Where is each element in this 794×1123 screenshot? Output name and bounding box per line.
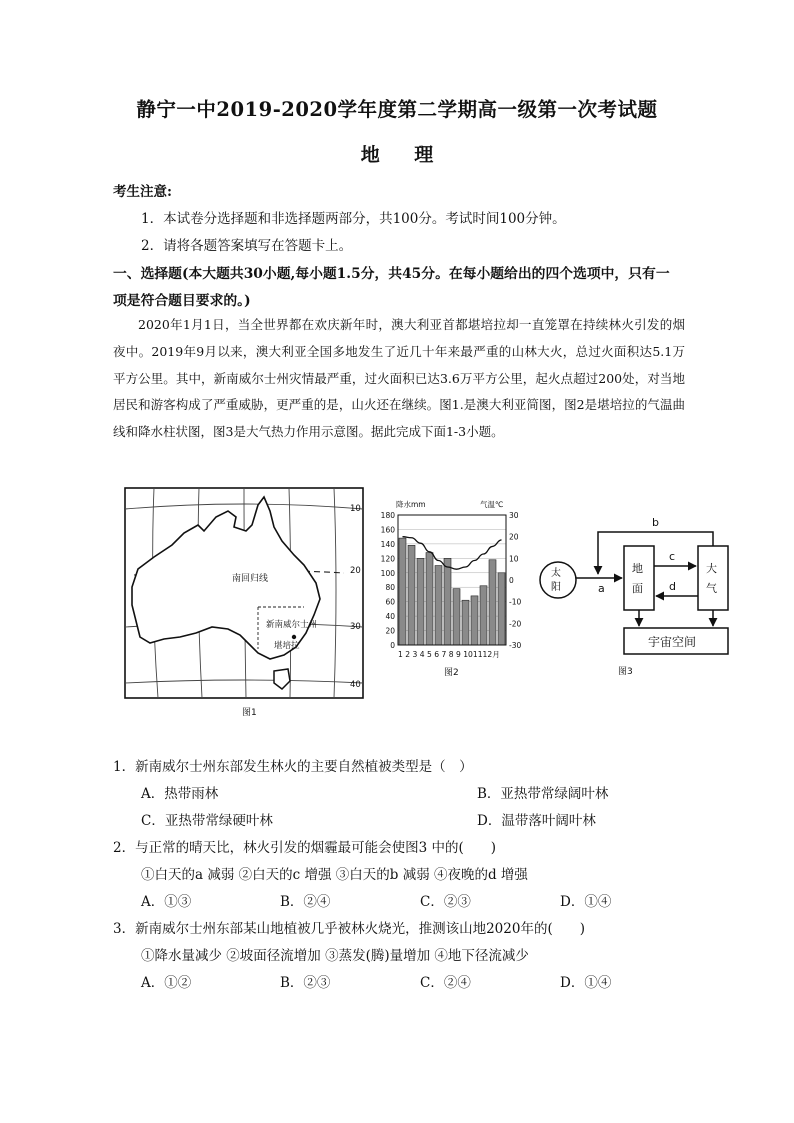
right-tick-label: 30 bbox=[509, 511, 519, 520]
sun-label-2: 阳 bbox=[551, 582, 561, 593]
section-heading-line2: 项是符合题目要求的。) bbox=[113, 293, 251, 309]
x-tick-labels: 1 2 3 4 5 6 7 8 9 101112月 bbox=[398, 650, 500, 659]
q1-option-b: B．亚热带常绿阔叶林 bbox=[477, 786, 609, 802]
figure-2-climate-chart bbox=[368, 497, 526, 679]
notice-item-1: 1．本试卷分选择题和非选择题两部分，共100分。考试时间100分钟。 bbox=[141, 211, 566, 227]
subject-title: 地 理 bbox=[360, 144, 434, 166]
precip-bar-11 bbox=[489, 560, 496, 645]
fig2-caption: 图2 bbox=[444, 668, 459, 678]
right-tick-label: 10 bbox=[509, 554, 519, 564]
precip-bar-10 bbox=[480, 586, 487, 645]
right-axis-title: 气温℃ bbox=[480, 500, 504, 509]
figure-3-heat-diagram bbox=[538, 510, 763, 680]
right-tick-labels bbox=[509, 511, 521, 650]
ground-label-1: 地 bbox=[632, 562, 643, 575]
notice-item-2: 2．请将各题答案填写在答题卡上。 bbox=[141, 238, 353, 254]
precip-bar-7 bbox=[453, 589, 460, 645]
ground-label-2: 面 bbox=[632, 582, 643, 595]
right-tick-label: 20 bbox=[509, 532, 519, 542]
right-tick-label: 0 bbox=[509, 576, 514, 585]
q2-statements: ①白天的a 减弱 ②白天的c 增强 ③白天的b 减弱 ④夜晚的d 增强 bbox=[141, 867, 528, 883]
left-tick-label: 60 bbox=[385, 597, 395, 607]
q3-option-d: D．①④ bbox=[560, 975, 612, 991]
precip-bar-2 bbox=[408, 545, 415, 645]
atmosphere-label-1: 大 bbox=[706, 562, 717, 575]
lat-label-20: 20 bbox=[350, 566, 361, 576]
label-b: b bbox=[652, 516, 659, 529]
fig3-caption: 图3 bbox=[618, 667, 633, 677]
q1-option-c: C．亚热带常绿硬叶林 bbox=[141, 813, 273, 829]
left-tick-label: 40 bbox=[385, 612, 395, 622]
q2-option-d: D．①④ bbox=[560, 894, 612, 910]
q3-option-c: C．②④ bbox=[420, 975, 471, 991]
left-tick-labels bbox=[381, 511, 396, 650]
right-tick-label: -10 bbox=[509, 597, 522, 607]
precip-bar-9 bbox=[471, 596, 478, 645]
precip-bar-6 bbox=[444, 558, 451, 645]
fig1-caption: 图1 bbox=[242, 708, 257, 718]
atmosphere-box bbox=[698, 546, 728, 610]
precip-bar-1 bbox=[399, 538, 406, 645]
left-axis-title: 降水mm bbox=[396, 500, 426, 509]
left-tick-label: 180 bbox=[380, 511, 395, 520]
ground-box bbox=[624, 546, 654, 610]
right-tick-label: -20 bbox=[509, 619, 522, 629]
left-tick-label: 20 bbox=[385, 626, 395, 636]
q1-option-d: D．温带落叶阔叶林 bbox=[477, 813, 596, 829]
right-tick-label: -30 bbox=[509, 641, 522, 650]
arrow-b bbox=[598, 532, 713, 574]
sun-label-1: 太 bbox=[551, 568, 561, 579]
question-3-stem: 3．新南威尔士州东部某山地植被几乎被林火烧光，推测该山地2020年的( ) bbox=[113, 921, 585, 937]
q3-statements: ①降水量减少 ②坡面径流增加 ③蒸发(腾)量增加 ④地下径流减少 bbox=[141, 948, 529, 964]
tropic-label: 南回归线 bbox=[232, 574, 269, 584]
section-heading-line1: 一、选择题(本大题共30小题,每小题1.5分，共45分。在每小题给出的四个选项中，只有一 bbox=[113, 266, 670, 282]
lat-label-40: 40 bbox=[350, 680, 361, 690]
lat-label-30: 30 bbox=[350, 622, 361, 632]
precip-bar-12 bbox=[498, 573, 505, 645]
q3-option-b: B．②③ bbox=[280, 975, 331, 991]
atmosphere-label-2: 气 bbox=[706, 582, 717, 595]
q2-option-a: A．①③ bbox=[141, 894, 192, 910]
label-a: a bbox=[598, 582, 605, 595]
q1-option-a: A．热带雨林 bbox=[141, 786, 219, 802]
passage-text: 2020年1月1日，当全世界都在欢庆新年时，澳大利亚首都堪培拉却一直笼罩在持续林火引发的烟夜中。2019年9月以来，澳大利亚全国多地发生了近几十年来最严重的山林大火，总过火面积达5.1万平方公里。其中，新南威尔士州灾情最严重，过火面积已达3.6万平方公里，起火点超过200处，对当地居民和游客构成了严重威胁，更严重的是，山火还在继续。图1.是澳大利亚简图，图2是堪培拉的气温曲线和降水柱状图，图3是大气热力作用示意图。据此完成下面1-3小题。 bbox=[113, 317, 685, 440]
lat-label-10: 10 bbox=[350, 504, 361, 514]
canberra-dot bbox=[292, 635, 296, 639]
precip-bar-3 bbox=[417, 558, 424, 645]
figure-1-australia-map bbox=[124, 487, 364, 719]
question-2-stem: 2．与正常的晴天比，林火引发的烟霾最可能会使图3 中的( ) bbox=[113, 840, 497, 856]
left-tick-label: 0 bbox=[390, 641, 395, 650]
q3-option-a: A．①② bbox=[141, 975, 192, 991]
precip-bars bbox=[399, 538, 505, 645]
label-d: d bbox=[669, 580, 676, 593]
q2-option-b: B．②④ bbox=[280, 894, 331, 910]
nsw-label: 新南威尔士州 bbox=[266, 620, 318, 630]
precip-bar-5 bbox=[435, 566, 442, 645]
q2-option-c: C．②③ bbox=[420, 894, 471, 910]
space-label: 宇宙空间 bbox=[648, 635, 697, 649]
reading-passage bbox=[113, 312, 685, 446]
left-tick-label: 120 bbox=[380, 554, 395, 564]
exam-title: 静宁一中2019-2020学年度第二学期高一级第一次考试题 bbox=[136, 98, 658, 121]
label-c: c bbox=[669, 550, 676, 563]
left-tick-label: 100 bbox=[380, 568, 395, 578]
left-tick-label: 160 bbox=[380, 525, 395, 535]
notice-heading: 考生注意: bbox=[113, 184, 172, 200]
canberra-label: 堪培拉 bbox=[274, 641, 300, 651]
question-1-stem: 1．新南威尔士州东部发生林火的主要自然植被类型是（ ） bbox=[113, 759, 473, 775]
left-tick-label: 140 bbox=[380, 539, 395, 549]
precip-bar-4 bbox=[426, 553, 433, 645]
left-tick-label: 80 bbox=[385, 583, 395, 593]
precip-bar-8 bbox=[462, 600, 469, 645]
